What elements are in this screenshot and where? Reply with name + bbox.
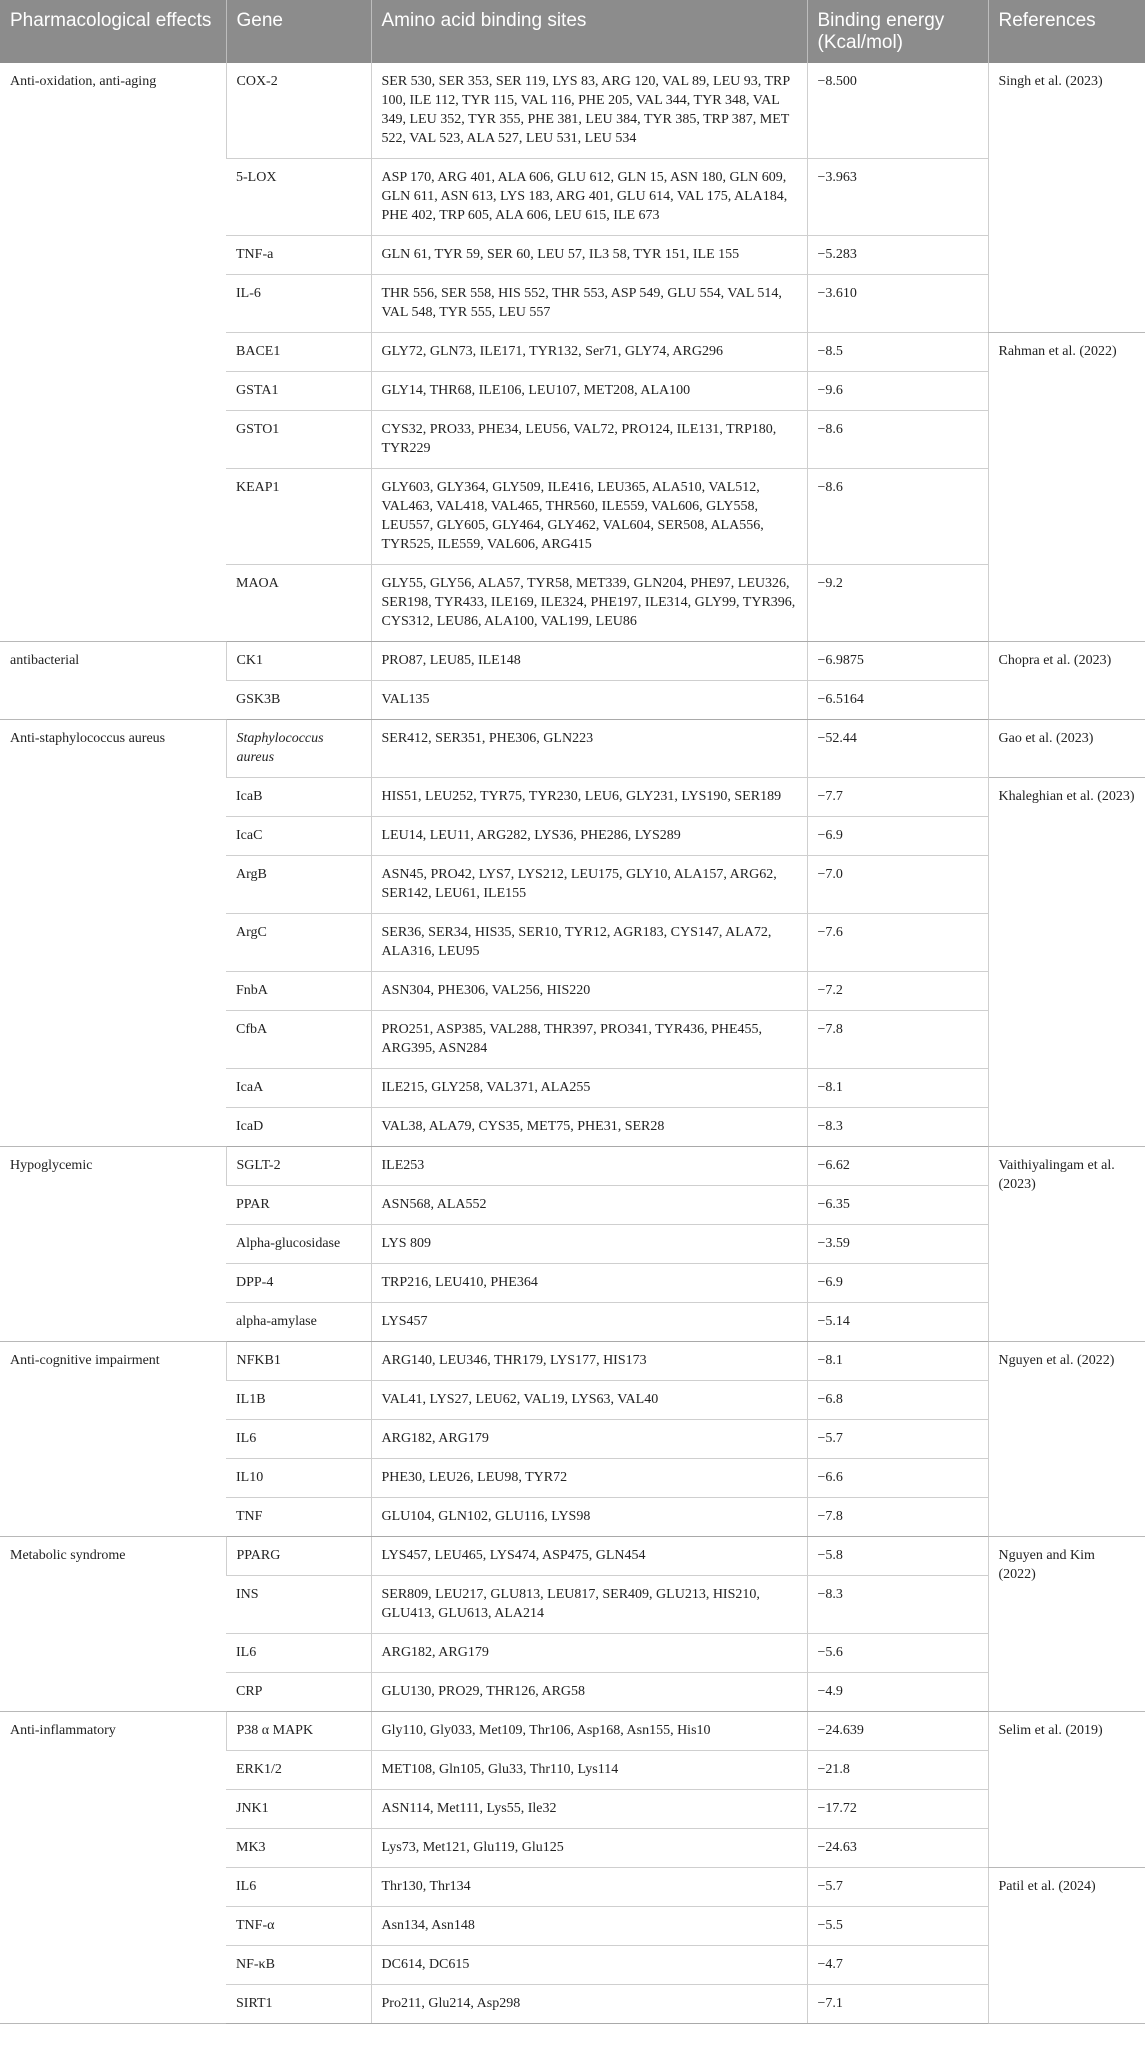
gene-cell: 5-LOX bbox=[226, 159, 371, 236]
binding-energy-cell: −21.8 bbox=[807, 1751, 988, 1790]
binding-energy-cell: −17.72 bbox=[807, 1790, 988, 1829]
effect-cell: antibacterial bbox=[0, 642, 226, 720]
gene-cell: MAOA bbox=[226, 565, 371, 642]
binding-energy-cell: −7.0 bbox=[807, 856, 988, 914]
binding-sites-cell: ASN568, ALA552 bbox=[371, 1186, 807, 1225]
gene-cell: FnbA bbox=[226, 972, 371, 1011]
gene-cell: IL6 bbox=[226, 1868, 371, 1907]
effect-cell: Anti-cognitive impairment bbox=[0, 1342, 226, 1537]
binding-sites-cell: ASN45, PRO42, LYS7, LYS212, LEU175, GLY10, ALA157, ARG62, SER142, LEU61, ILE155 bbox=[371, 856, 807, 914]
gene-cell: P38 α MAPK bbox=[226, 1712, 371, 1751]
binding-energy-cell: −6.9 bbox=[807, 1264, 988, 1303]
binding-energy-cell: −5.14 bbox=[807, 1303, 988, 1342]
header-gene: Gene bbox=[226, 0, 371, 63]
gene-cell: CfbA bbox=[226, 1011, 371, 1069]
binding-sites-cell: DC614, DC615 bbox=[371, 1946, 807, 1985]
binding-sites-cell: VAL38, ALA79, CYS35, MET75, PHE31, SER28 bbox=[371, 1108, 807, 1147]
binding-energy-cell: −6.6 bbox=[807, 1459, 988, 1498]
table-row bbox=[0, 720, 1145, 778]
binding-sites-cell: ASN114, Met111, Lys55, Ile32 bbox=[371, 1790, 807, 1829]
gene-cell: IL-6 bbox=[226, 275, 371, 333]
table-body bbox=[0, 63, 1145, 2024]
binding-energy-cell: −3.610 bbox=[807, 275, 988, 333]
gene-cell: GSTA1 bbox=[226, 372, 371, 411]
binding-sites-cell: TRP216, LEU410, PHE364 bbox=[371, 1264, 807, 1303]
reference-cell: Nguyen et al. (2022) bbox=[988, 1342, 1145, 1537]
gene-cell: PPARG bbox=[226, 1537, 371, 1576]
binding-sites-cell: GLU104, GLN102, GLU116, LYS98 bbox=[371, 1498, 807, 1537]
binding-sites-cell: ARG182, ARG179 bbox=[371, 1420, 807, 1459]
binding-sites-cell: GLN 61, TYR 59, SER 60, LEU 57, IL3 58, TYR 151, ILE 155 bbox=[371, 236, 807, 275]
binding-energy-cell: −7.6 bbox=[807, 914, 988, 972]
binding-energy-cell: −5.6 bbox=[807, 1634, 988, 1673]
binding-energy-cell: −6.5164 bbox=[807, 681, 988, 720]
binding-sites-cell: PRO251, ASP385, VAL288, THR397, PRO341, TYR436, PHE455, ARG395, ASN284 bbox=[371, 1011, 807, 1069]
binding-sites-cell: CYS32, PRO33, PHE34, LEU56, VAL72, PRO124, ILE131, TRP180, TYR229 bbox=[371, 411, 807, 469]
binding-energy-cell: −5.283 bbox=[807, 236, 988, 275]
gene-cell: JNK1 bbox=[226, 1790, 371, 1829]
binding-sites-cell: ARG182, ARG179 bbox=[371, 1634, 807, 1673]
table-row bbox=[0, 642, 1145, 681]
binding-sites-cell: GLY55, GLY56, ALA57, TYR58, MET339, GLN204, PHE97, LEU326, SER198, TYR433, ILE169, ILE324, PHE197, ILE314, GLY99, TYR396, CYS312, LEU86, ALA100, VAL199, LEU86 bbox=[371, 565, 807, 642]
effect-cell: Hypoglycemic bbox=[0, 1147, 226, 1342]
binding-sites-cell: GLY72, GLN73, ILE171, TYR132, Ser71, GLY74, ARG296 bbox=[371, 333, 807, 372]
binding-sites-cell: THR 556, SER 558, HIS 552, THR 553, ASP 549, GLU 554, VAL 514, VAL 548, TYR 555, LEU 557 bbox=[371, 275, 807, 333]
gene-cell: ArgB bbox=[226, 856, 371, 914]
reference-cell: Selim et al. (2019) bbox=[988, 1712, 1145, 1868]
binding-sites-cell: Asn134, Asn148 bbox=[371, 1907, 807, 1946]
binding-sites-cell: SER412, SER351, PHE306, GLN223 bbox=[371, 720, 807, 778]
gene-cell: SGLT-2 bbox=[226, 1147, 371, 1186]
reference-cell: Chopra et al. (2023) bbox=[988, 642, 1145, 720]
reference-cell: Khaleghian et al. (2023) bbox=[988, 778, 1145, 1147]
binding-energy-cell: −6.9 bbox=[807, 817, 988, 856]
gene-cell: IL6 bbox=[226, 1420, 371, 1459]
binding-sites-cell: LYS457 bbox=[371, 1303, 807, 1342]
binding-energy-cell: −52.44 bbox=[807, 720, 988, 778]
binding-energy-cell: −6.62 bbox=[807, 1147, 988, 1186]
binding-sites-cell: Thr130, Thr134 bbox=[371, 1868, 807, 1907]
gene-cell: COX-2 bbox=[226, 63, 371, 159]
binding-energy-cell: −7.8 bbox=[807, 1498, 988, 1537]
binding-sites-cell: SER 530, SER 353, SER 119, LYS 83, ARG 120, VAL 89, LEU 93, TRP 100, ILE 112, TYR 115, VAL 116, PHE 205, VAL 344, TYR 348, VAL 349, LEU 352, TYR 355, PHE 381, LEU 384, TYR 385, TRP 387, MET 522, VAL 523, ALA 527, LEU 531, LEU 534 bbox=[371, 63, 807, 159]
binding-energy-cell: −6.35 bbox=[807, 1186, 988, 1225]
gene-cell: ArgC bbox=[226, 914, 371, 972]
gene-cell: IL1B bbox=[226, 1381, 371, 1420]
binding-sites-cell: ILE215, GLY258, VAL371, ALA255 bbox=[371, 1069, 807, 1108]
gene-cell: NFKB1 bbox=[226, 1342, 371, 1381]
header-sites: Amino acid binding sites bbox=[371, 0, 807, 63]
binding-energy-cell: −8.5 bbox=[807, 333, 988, 372]
binding-sites-cell: GLU130, PRO29, THR126, ARG58 bbox=[371, 1673, 807, 1712]
binding-energy-cell: −4.9 bbox=[807, 1673, 988, 1712]
gene-cell: ERK1/2 bbox=[226, 1751, 371, 1790]
binding-sites-cell: ASP 170, ARG 401, ALA 606, GLU 612, GLN 15, ASN 180, GLN 609, GLN 611, ASN 613, LYS 183, ARG 401, GLU 614, VAL 175, ALA184, PHE 402, TRP 605, ALA 606, LEU 615, ILE 673 bbox=[371, 159, 807, 236]
binding-energy-cell: −7.2 bbox=[807, 972, 988, 1011]
binding-sites-cell: VAL135 bbox=[371, 681, 807, 720]
binding-sites-cell: ASN304, PHE306, VAL256, HIS220 bbox=[371, 972, 807, 1011]
binding-sites-cell: GLY603, GLY364, GLY509, ILE416, LEU365, ALA510, VAL512, VAL463, VAL418, VAL465, THR560, ILE559, VAL606, GLY558, LEU557, GLY605, GLY464, GLY462, VAL604, SER508, ALA556, TYR525, ILE559, VAL606, ARG415 bbox=[371, 469, 807, 565]
gene-cell: TNF bbox=[226, 1498, 371, 1537]
binding-energy-cell: −8.500 bbox=[807, 63, 988, 159]
effect-cell: Anti-oxidation, anti-aging bbox=[0, 63, 226, 642]
binding-energy-cell: −8.6 bbox=[807, 469, 988, 565]
gene-cell: BACE1 bbox=[226, 333, 371, 372]
gene-cell: IL10 bbox=[226, 1459, 371, 1498]
gene-cell: CK1 bbox=[226, 642, 371, 681]
gene-cell: alpha-amylase bbox=[226, 1303, 371, 1342]
binding-sites-cell: LYS 809 bbox=[371, 1225, 807, 1264]
binding-energy-cell: −24.639 bbox=[807, 1712, 988, 1751]
binding-sites-cell: ARG140, LEU346, THR179, LYS177, HIS173 bbox=[371, 1342, 807, 1381]
binding-energy-cell: −8.6 bbox=[807, 411, 988, 469]
gene-cell: INS bbox=[226, 1576, 371, 1634]
gene-cell: NF-κB bbox=[226, 1946, 371, 1985]
table-row bbox=[0, 63, 1145, 159]
table-row bbox=[0, 1537, 1145, 1576]
binding-energy-cell: −6.9875 bbox=[807, 642, 988, 681]
table-row bbox=[0, 1712, 1145, 1751]
reference-cell: Vaithiyalingam et al. (2023) bbox=[988, 1147, 1145, 1342]
reference-cell: Rahman et al. (2022) bbox=[988, 333, 1145, 642]
gene-cell: IcaD bbox=[226, 1108, 371, 1147]
gene-cell: CRP bbox=[226, 1673, 371, 1712]
reference-cell: Patil et al. (2024) bbox=[988, 1868, 1145, 2024]
binding-sites-cell: LEU14, LEU11, ARG282, LYS36, PHE286, LYS289 bbox=[371, 817, 807, 856]
table-header bbox=[0, 0, 1145, 63]
gene-cell: GSK3B bbox=[226, 681, 371, 720]
header-references: References bbox=[988, 0, 1145, 63]
binding-energy-cell: −7.1 bbox=[807, 1985, 988, 2024]
gene-cell: Alpha-glucosidase bbox=[226, 1225, 371, 1264]
gene-cell: IcaA bbox=[226, 1069, 371, 1108]
binding-sites-cell: Lys73, Met121, Glu119, Glu125 bbox=[371, 1829, 807, 1868]
binding-energy-cell: −3.59 bbox=[807, 1225, 988, 1264]
binding-energy-cell: −9.6 bbox=[807, 372, 988, 411]
reference-cell: Singh et al. (2023) bbox=[988, 63, 1145, 333]
binding-sites-cell: Pro211, Glu214, Asp298 bbox=[371, 1985, 807, 2024]
gene-cell: GSTO1 bbox=[226, 411, 371, 469]
gene-cell: IcaC bbox=[226, 817, 371, 856]
effect-cell: Anti-staphylococcus aureus bbox=[0, 720, 226, 1147]
effect-cell: Anti-inflammatory bbox=[0, 1712, 226, 2024]
binding-energy-cell: −8.3 bbox=[807, 1108, 988, 1147]
binding-energy-cell: −9.2 bbox=[807, 565, 988, 642]
effect-cell: Metabolic syndrome bbox=[0, 1537, 226, 1712]
binding-sites-cell: SER809, LEU217, GLU813, LEU817, SER409, GLU213, HIS210, GLU413, GLU613, ALA214 bbox=[371, 1576, 807, 1634]
binding-energy-cell: −8.1 bbox=[807, 1069, 988, 1108]
binding-energy-cell: −3.963 bbox=[807, 159, 988, 236]
gene-cell: SIRT1 bbox=[226, 1985, 371, 2024]
binding-energy-cell: −6.8 bbox=[807, 1381, 988, 1420]
gene-cell: KEAP1 bbox=[226, 469, 371, 565]
binding-energy-cell: −24.63 bbox=[807, 1829, 988, 1868]
binding-energy-cell: −5.8 bbox=[807, 1537, 988, 1576]
binding-energy-cell: −7.8 bbox=[807, 1011, 988, 1069]
gene-cell: Staphylococcus aureus bbox=[226, 720, 371, 778]
reference-cell: Nguyen and Kim (2022) bbox=[988, 1537, 1145, 1712]
binding-sites-cell: PHE30, LEU26, LEU98, TYR72 bbox=[371, 1459, 807, 1498]
binding-sites-cell: Gly110, Gly033, Met109, Thr106, Asp168, Asn155, His10 bbox=[371, 1712, 807, 1751]
binding-sites-cell: ILE253 bbox=[371, 1147, 807, 1186]
binding-sites-cell: MET108, Gln105, Glu33, Thr110, Lys114 bbox=[371, 1751, 807, 1790]
binding-energy-cell: −5.5 bbox=[807, 1907, 988, 1946]
gene-cell: MK3 bbox=[226, 1829, 371, 1868]
binding-energy-cell: −7.7 bbox=[807, 778, 988, 817]
binding-sites-cell: HIS51, LEU252, TYR75, TYR230, LEU6, GLY231, LYS190, SER189 bbox=[371, 778, 807, 817]
gene-cell: DPP-4 bbox=[226, 1264, 371, 1303]
gene-cell: IL6 bbox=[226, 1634, 371, 1673]
gene-cell: IcaB bbox=[226, 778, 371, 817]
binding-energy-cell: −8.3 bbox=[807, 1576, 988, 1634]
binding-energy-cell: −8.1 bbox=[807, 1342, 988, 1381]
binding-energy-cell: −5.7 bbox=[807, 1868, 988, 1907]
table-row bbox=[0, 1342, 1145, 1381]
binding-energy-cell: −5.7 bbox=[807, 1420, 988, 1459]
table-row bbox=[0, 1147, 1145, 1186]
binding-sites-cell: SER36, SER34, HIS35, SER10, TYR12, AGR183, CYS147, ALA72, ALA316, LEU95 bbox=[371, 914, 807, 972]
gene-cell: TNF-a bbox=[226, 236, 371, 275]
binding-energy-cell: −4.7 bbox=[807, 1946, 988, 1985]
header-effects: Pharmacological effects bbox=[0, 0, 226, 63]
gene-cell: TNF-α bbox=[226, 1907, 371, 1946]
binding-sites-cell: GLY14, THR68, ILE106, LEU107, MET208, ALA100 bbox=[371, 372, 807, 411]
gene-cell: PPAR bbox=[226, 1186, 371, 1225]
header-energy: Binding energy (Kcal/mol) bbox=[807, 0, 988, 63]
binding-sites-cell: PRO87, LEU85, ILE148 bbox=[371, 642, 807, 681]
reference-cell: Gao et al. (2023) bbox=[988, 720, 1145, 778]
binding-sites-cell: VAL41, LYS27, LEU62, VAL19, LYS63, VAL40 bbox=[371, 1381, 807, 1420]
binding-sites-cell: LYS457, LEU465, LYS474, ASP475, GLN454 bbox=[371, 1537, 807, 1576]
